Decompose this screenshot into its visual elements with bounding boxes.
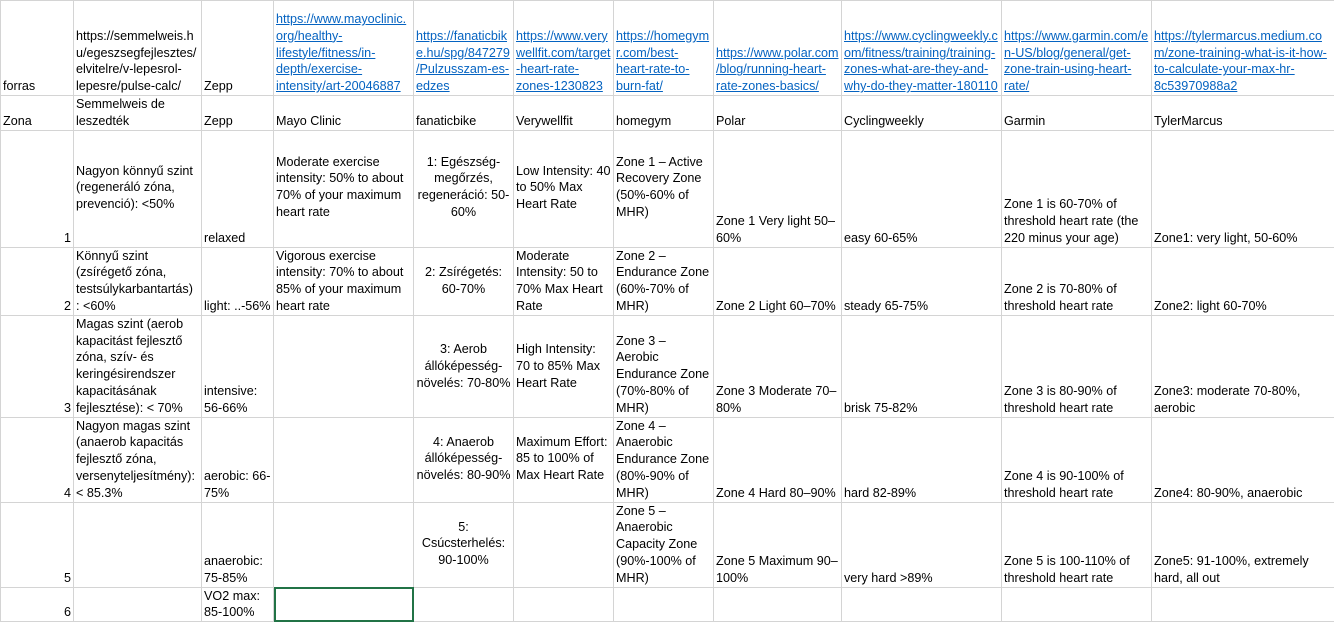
selected-cell[interactable]: [274, 587, 414, 622]
header-cyclingweekly[interactable]: Cyclingweekly: [842, 96, 1002, 131]
link-verywellfit[interactable]: https://www.verywellfit.com/target-heart-rate-zones-1230823: [514, 1, 614, 96]
header-verywellfit[interactable]: Verywellfit: [514, 96, 614, 131]
cell-zepp[interactable]: light: ..-56%: [202, 247, 274, 315]
cell-garmin[interactable]: Zone 5 is 100-110% of threshold heart rate: [1002, 502, 1152, 587]
cell-polar[interactable]: [714, 587, 842, 622]
zone-row-5: [1, 502, 1334, 587]
header-mayo-clinic[interactable]: Mayo Clinic: [274, 96, 414, 131]
cell-fanaticbike[interactable]: 5: Csúcsterhelés: 90-100%: [414, 502, 514, 587]
header-zona[interactable]: Zona: [1, 96, 74, 131]
cell-tylermarcus[interactable]: Zone3: moderate 70-80%, aerobic: [1152, 315, 1334, 417]
cell-zone-number[interactable]: 3: [1, 315, 74, 417]
cell-fanaticbike[interactable]: [414, 587, 514, 622]
cell-verywellfit[interactable]: [514, 502, 614, 587]
cell-garmin[interactable]: Zone 4 is 90-100% of threshold heart rate: [1002, 417, 1152, 502]
link-mayoclinic[interactable]: https://www.mayoclinic.org/healthy-lifestyle/fitness/in-depth/exercise-intensity/art-20046887: [274, 1, 414, 96]
cell-mayo[interactable]: [274, 502, 414, 587]
cell-garmin[interactable]: [1002, 587, 1152, 622]
cell-homegym[interactable]: Zone 1 – Active Recovery Zone (50%-60% of MHR): [614, 130, 714, 247]
cell-zepp-source[interactable]: Zepp: [202, 1, 274, 96]
cell-semmelweis-url[interactable]: https://semmelweis.hu/egeszsegfejlesztes/elvitelre/v-lepesrol-lepesre/pulse-calc/: [74, 1, 202, 96]
cell-semmelweis[interactable]: Magas szint (aerob kapacitást fejlesztő zóna, szív- és keringésirendszer kapacitásának fejlesztése): < 70%: [74, 315, 202, 417]
cell-fanaticbike[interactable]: 2: Zsírégetés: 60-70%: [414, 247, 514, 315]
link-tylermarcus[interactable]: https://tylermarcus.medium.com/zone-training-what-is-it-how-to-calculate-your-max-hr-8c53970988a2: [1152, 1, 1334, 96]
cell-polar[interactable]: Zone 4 Hard 80–90%: [714, 417, 842, 502]
cell-verywellfit[interactable]: Low Intensity: 40 to 50% Max Heart Rate: [514, 130, 614, 247]
cell-tylermarcus[interactable]: Zone1: very light, 50-60%: [1152, 130, 1334, 247]
cell-fanaticbike[interactable]: 1: Egészség-megőrzés, regeneráció: 50-60%: [414, 130, 514, 247]
link-polar[interactable]: https://www.polar.com/blog/running-heart-rate-zones-basics/: [714, 1, 842, 96]
cell-zepp[interactable]: aerobic: 66-75%: [202, 417, 274, 502]
zone-row-4: [1, 417, 1334, 502]
header-zepp[interactable]: Zepp: [202, 96, 274, 131]
cell-cyclingweekly[interactable]: [842, 587, 1002, 622]
cell-zone-number[interactable]: 5: [1, 502, 74, 587]
cell-tylermarcus[interactable]: Zone2: light 60-70%: [1152, 247, 1334, 315]
cell-mayo[interactable]: [274, 315, 414, 417]
cell-zepp[interactable]: relaxed: [202, 130, 274, 247]
zone-row-1: [1, 130, 1334, 247]
zone-row-3: [1, 315, 1334, 417]
header-tylermarcus[interactable]: TylerMarcus: [1152, 96, 1334, 131]
cell-mayo[interactable]: Moderate exercise intensity: 50% to about 70% of your maximum heart rate: [274, 130, 414, 247]
link-cyclingweekly[interactable]: https://www.cyclingweekly.com/fitness/training/training-zones-what-are-they-and-why-do-they-matter-180110: [842, 1, 1002, 96]
cell-semmelweis[interactable]: [74, 502, 202, 587]
cell-garmin[interactable]: Zone 3 is 80-90% of threshold heart rate: [1002, 315, 1152, 417]
cell-polar[interactable]: Zone 5 Maximum 90–100%: [714, 502, 842, 587]
cell-polar[interactable]: Zone 2 Light 60–70%: [714, 247, 842, 315]
cell-zone-number[interactable]: 2: [1, 247, 74, 315]
cell-tylermarcus[interactable]: Zone4: 80-90%, anaerobic: [1152, 417, 1334, 502]
cell-homegym[interactable]: Zone 3 – Aerobic Endurance Zone (70%-80% of MHR): [614, 315, 714, 417]
cell-garmin[interactable]: Zone 2 is 70-80% of threshold heart rate: [1002, 247, 1152, 315]
cell-homegym[interactable]: Zone 5 – Anaerobic Capacity Zone (90%-100% of MHR): [614, 502, 714, 587]
cell-mayo[interactable]: [274, 417, 414, 502]
cell-cyclingweekly[interactable]: brisk 75-82%: [842, 315, 1002, 417]
header-garmin[interactable]: Garmin: [1002, 96, 1152, 131]
cell-zepp[interactable]: intensive: 56-66%: [202, 315, 274, 417]
cell-semmelweis[interactable]: Nagyon magas szint (anaerob kapacitás fejlesztő zóna, versenyteljesítmény): < 85.3%: [74, 417, 202, 502]
header-fanaticbike[interactable]: fanaticbike: [414, 96, 514, 131]
cell-semmelweis[interactable]: Nagyon könnyű szint (regeneráló zóna, prevenció): <50%: [74, 130, 202, 247]
cell-zepp[interactable]: VO2 max: 85-100%: [202, 587, 274, 622]
cell-zone-number[interactable]: 6: [1, 587, 74, 622]
zone-row-6: [1, 587, 1334, 622]
sources-row: [1, 1, 1334, 96]
cell-zone-number[interactable]: 4: [1, 417, 74, 502]
cell-semmelweis[interactable]: Könnyű szint (zsírégető zóna, testsúlykarbantartás) : <60%: [74, 247, 202, 315]
cell-forras-label[interactable]: forras: [1, 1, 74, 96]
cell-zone-number[interactable]: 1: [1, 130, 74, 247]
link-garmin[interactable]: https://www.garmin.com/en-US/blog/general/get-zone-train-using-heart-rate/: [1002, 1, 1152, 96]
cell-verywellfit[interactable]: High Intensity: 70 to 85% Max Heart Rate: [514, 315, 614, 417]
cell-homegym[interactable]: Zone 2 – Endurance Zone (60%-70% of MHR): [614, 247, 714, 315]
cell-verywellfit[interactable]: Moderate Intensity: 50 to 70% Max Heart Rate: [514, 247, 614, 315]
cell-cyclingweekly[interactable]: easy 60-65%: [842, 130, 1002, 247]
cell-verywellfit[interactable]: [514, 587, 614, 622]
cell-cyclingweekly[interactable]: very hard >89%: [842, 502, 1002, 587]
link-homegymr[interactable]: https://homegymr.com/best-heart-rate-to-burn-fat/: [614, 1, 714, 96]
cell-tylermarcus[interactable]: Zone5: 91-100%, extremely hard, all out: [1152, 502, 1334, 587]
cell-zepp[interactable]: anaerobic: 75-85%: [202, 502, 274, 587]
header-semmelweis[interactable]: Semmelweis de leszedték: [74, 96, 202, 131]
cell-polar[interactable]: Zone 1 Very light 50–60%: [714, 130, 842, 247]
cell-fanaticbike[interactable]: 3: Aerob állóképesség-növelés: 70-80%: [414, 315, 514, 417]
cell-homegym[interactable]: [614, 587, 714, 622]
cell-cyclingweekly[interactable]: steady 65-75%: [842, 247, 1002, 315]
header-homegym[interactable]: homegym: [614, 96, 714, 131]
cell-garmin[interactable]: Zone 1 is 60-70% of threshold heart rate (the 220 minus your age): [1002, 130, 1152, 247]
cell-mayo[interactable]: Vigorous exercise intensity: 70% to about 85% of your maximum heart rate: [274, 247, 414, 315]
zone-row-2: [1, 247, 1334, 315]
header-polar[interactable]: Polar: [714, 96, 842, 131]
cell-semmelweis[interactable]: [74, 587, 202, 622]
link-fanaticbike[interactable]: https://fanaticbike.hu/spg/847279/Pulzusszam-es-edzes: [414, 1, 514, 96]
header-row: [1, 96, 1334, 131]
cell-cyclingweekly[interactable]: hard 82-89%: [842, 417, 1002, 502]
cell-fanaticbike[interactable]: 4: Anaerob állóképesség-növelés: 80-90%: [414, 417, 514, 502]
cell-verywellfit[interactable]: Maximum Effort: 85 to 100% of Max Heart Rate: [514, 417, 614, 502]
cell-polar[interactable]: Zone 3 Moderate 70–80%: [714, 315, 842, 417]
cell-tylermarcus[interactable]: [1152, 587, 1334, 622]
cell-homegym[interactable]: Zone 4 – Anaerobic Endurance Zone (80%-90% of MHR): [614, 417, 714, 502]
